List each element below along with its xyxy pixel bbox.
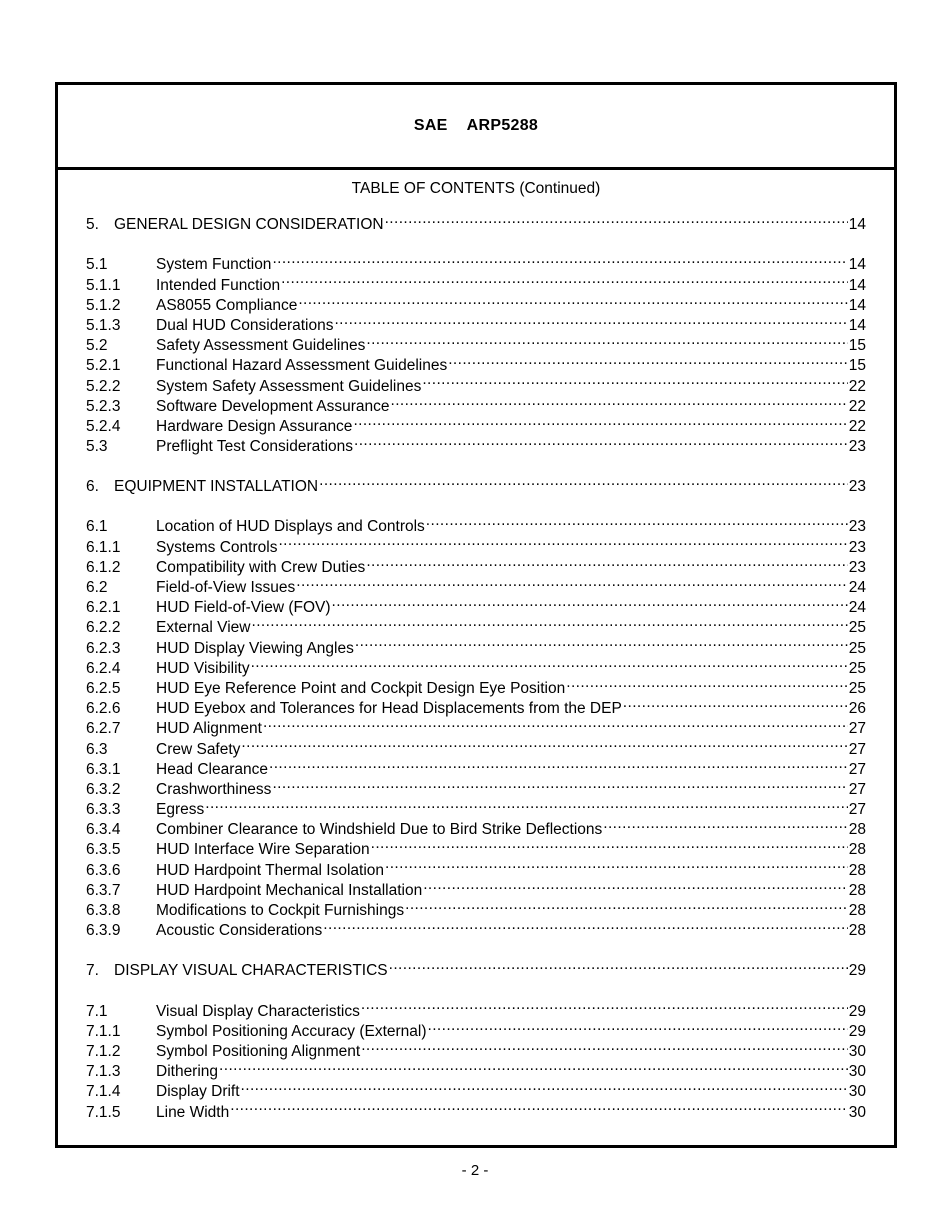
- toc-entry-title: Field-of-View Issues: [156, 579, 296, 596]
- toc-entry-page: 27: [848, 740, 866, 758]
- toc-dot-leader: [603, 814, 847, 834]
- toc-entry-page: 27: [848, 720, 866, 738]
- document-header: [58, 85, 894, 170]
- toc-entry-page: 15: [848, 337, 866, 355]
- toc-entry-title: Combiner Clearance to Windshield Due to Bird Strike Deflections: [156, 821, 603, 839]
- toc-dot-leader: [371, 834, 848, 854]
- toc-entry-title: Systems Controls: [156, 538, 278, 556]
- toc-entry-page: 14: [848, 316, 866, 334]
- toc-entry-number: 5.2.1: [86, 357, 121, 375]
- toc-entry-title: Preflight Test Considerations: [156, 438, 354, 456]
- toc-entry-number: 6.: [86, 478, 99, 496]
- toc-entry-number: 6.3: [86, 740, 108, 758]
- toc-dot-leader: [269, 754, 848, 774]
- toc-entry-number: 6.2.6: [86, 700, 121, 718]
- toc-entry-number: 6.3.5: [86, 841, 121, 859]
- toc-entry-page: 30: [848, 1063, 866, 1081]
- toc-entry-title: Safety Assessment Guidelines: [156, 337, 366, 355]
- toc-entry-title: Acoustic Considerations: [156, 922, 323, 940]
- toc-entry-title: Crew Safety: [156, 740, 241, 758]
- toc-dot-leader: [355, 632, 848, 652]
- toc-entry-page: 23: [848, 518, 866, 536]
- toc-dot-leader: [319, 471, 848, 491]
- toc-entry-page: 27: [848, 760, 866, 778]
- toc-dot-leader: [366, 552, 847, 572]
- toc-entry-number: 6.2.2: [86, 619, 121, 637]
- toc-entry-number: 7.1.3: [86, 1063, 121, 1081]
- toc-entry-number: 5.: [86, 216, 99, 234]
- toc-entry-page: 30: [848, 1083, 866, 1101]
- toc-dot-leader: [263, 713, 848, 733]
- toc-dot-leader: [281, 269, 848, 289]
- toc-entry-page: 28: [848, 902, 866, 919]
- toc-entry-number: 6.3.1: [86, 760, 121, 778]
- toc-entry-page: 30: [848, 1103, 866, 1121]
- toc-entry-title: HUD Field-of-View (FOV): [156, 599, 331, 617]
- toc-entry-title: System Safety Assessment Guidelines: [156, 377, 422, 395]
- toc-entry-title: Intended Function: [156, 276, 281, 294]
- toc-entry-title: Display Drift: [156, 1083, 240, 1101]
- toc-dot-leader: [272, 774, 847, 794]
- toc-entry-page: 14: [848, 276, 866, 294]
- toc-entry-number: 7.: [86, 962, 99, 980]
- toc-entry-title: Dual HUD Considerations: [156, 316, 334, 334]
- toc-entry-page: 25: [848, 679, 866, 697]
- header-doc-number: ARP5288: [466, 117, 539, 134]
- toc-entry-number: 6.3.7: [86, 881, 121, 899]
- toc-entry-number: 6.3.3: [86, 801, 121, 819]
- toc-entry-number: 7.1.1: [86, 1022, 121, 1040]
- toc-entry-page: 28: [848, 821, 866, 839]
- toc-entry-page: 25: [848, 659, 866, 677]
- toc-entry-title: Symbol Positioning Alignment: [156, 1042, 361, 1060]
- toc-entry-number: 6.3.2: [86, 780, 121, 798]
- toc-entry-number: 5.1: [86, 256, 108, 274]
- toc-entry-number: 7.1.2: [86, 1042, 121, 1060]
- toc-entry-number: 5.3: [86, 438, 108, 456]
- toc-entry-number: 6.1: [86, 518, 108, 536]
- toc-entry-title: Crashworthiness: [156, 780, 272, 798]
- toc-dot-leader: [426, 511, 848, 531]
- toc-dot-leader: [428, 1016, 848, 1036]
- toc-dot-leader: [219, 1056, 848, 1076]
- toc-entry: [86, 249, 866, 274]
- toc-entry-number: 6.1.2: [86, 558, 121, 576]
- toc-entry-page: 15: [848, 357, 866, 375]
- toc-entry-title: Visual Display Characteristics: [156, 1002, 360, 1020]
- toc-entry-page: 29: [848, 1022, 866, 1040]
- toc-entry-title: Egress: [156, 801, 205, 819]
- toc-entry-page: 28: [848, 922, 866, 940]
- toc-entry-page: 14: [848, 296, 866, 314]
- toc-dot-leader: [251, 612, 847, 632]
- toc-entry-number: 5.2.4: [86, 417, 121, 435]
- toc-entry-number: 6.2: [86, 579, 108, 596]
- table-of-contents: [86, 209, 866, 1121]
- document-frame: [55, 82, 897, 1148]
- toc-entry-title: HUD Visibility: [156, 659, 250, 677]
- toc-dot-leader: [296, 572, 847, 592]
- toc-entry-title: Modifications to Cockpit Furnishings: [156, 902, 405, 919]
- toc-dot-leader: [354, 431, 848, 451]
- toc-entry-title: Software Development Assurance: [156, 397, 390, 415]
- page-number: - 2 -: [461, 1162, 489, 1179]
- toc-dot-leader: [241, 1076, 848, 1096]
- toc-entry-number: 5.2.2: [86, 377, 121, 395]
- toc-entry-number: 5.1.2: [86, 296, 121, 314]
- toc-entry-page: 23: [848, 438, 866, 456]
- toc-dot-leader: [385, 209, 848, 229]
- toc-entry-title: Compatibility with Crew Duties: [156, 558, 366, 576]
- toc-entry-title: EQUIPMENT INSTALLATION: [114, 478, 319, 496]
- toc-entry-number: 6.2.1: [86, 599, 121, 617]
- toc-dot-leader: [390, 391, 847, 411]
- toc-entry-page: 14: [848, 256, 866, 274]
- toc-dot-leader: [448, 350, 848, 370]
- toc-entry-title: Line Width: [156, 1103, 230, 1121]
- toc-entry-title: DISPLAY VISUAL CHARACTERISTICS: [114, 962, 388, 980]
- toc-dot-leader: [332, 592, 848, 612]
- toc-dot-leader: [205, 794, 848, 814]
- toc-entry-page: 24: [848, 599, 866, 617]
- toc-entry-title: AS8055 Compliance: [156, 296, 298, 314]
- toc-entry-number: 5.1.3: [86, 316, 121, 334]
- toc-dot-leader: [422, 370, 847, 390]
- toc-entry-title: Head Clearance: [156, 760, 269, 778]
- toc-entry-page: 28: [848, 881, 866, 899]
- toc-dot-leader: [353, 411, 847, 431]
- toc-entry-title: Location of HUD Displays and Controls: [156, 518, 425, 536]
- toc-dot-leader: [241, 733, 847, 753]
- toc-entry-number: 6.1.1: [86, 538, 121, 556]
- toc-dot-leader: [278, 531, 847, 551]
- toc-entry-number: 5.2.3: [86, 397, 121, 415]
- toc-entry-page: 29: [848, 962, 866, 980]
- toc-entry-page: 23: [848, 538, 866, 556]
- toc-dot-leader: [251, 653, 848, 673]
- toc-entry: [86, 209, 866, 234]
- toc-entry-number: 7.1: [86, 1002, 108, 1020]
- toc-entry: [86, 511, 866, 536]
- toc-dot-leader: [334, 310, 847, 330]
- toc-entry-title: GENERAL DESIGN CONSIDERATION: [114, 216, 384, 234]
- toc-entry-title: HUD Interface Wire Separation: [156, 841, 370, 859]
- toc-entry-page: 23: [848, 558, 866, 576]
- toc-entry-number: 6.3.8: [86, 902, 121, 919]
- toc-dot-leader: [361, 995, 848, 1015]
- toc-entry-title: HUD Alignment: [156, 720, 262, 738]
- toc-entry-title: HUD Hardpoint Mechanical Installation: [156, 881, 423, 899]
- toc-entry-number: 6.2.4: [86, 659, 121, 677]
- toc-entry-page: 28: [848, 841, 866, 859]
- toc-entry: [86, 471, 866, 496]
- toc-dot-leader: [298, 290, 847, 310]
- header-org: SAE: [413, 117, 448, 134]
- toc-entry-number: 5.2: [86, 337, 108, 355]
- toc-entry-title: System Function: [156, 256, 272, 274]
- toc-dot-leader: [623, 693, 848, 713]
- toc-entry: [86, 995, 866, 1020]
- toc-entry-page: 27: [848, 801, 866, 819]
- toc-entry-number: 6.3.9: [86, 922, 121, 940]
- toc-entry-page: 22: [848, 417, 866, 435]
- toc-entry-title: HUD Hardpoint Thermal Isolation: [156, 861, 385, 879]
- toc-entry-page: 22: [848, 377, 866, 395]
- toc-entry-page: 24: [848, 579, 866, 596]
- toc-entry-title: HUD Eyebox and Tolerances for Head Displacements from the DEP: [156, 700, 622, 718]
- toc-dot-leader: [272, 249, 847, 269]
- toc-dot-leader: [389, 955, 848, 975]
- toc-dot-leader: [323, 915, 847, 935]
- toc-entry-number: 7.1.5: [86, 1103, 121, 1121]
- toc-entry-number: 7.1.4: [86, 1083, 121, 1101]
- toc-title: TABLE OF CONTENTS (Continued): [351, 180, 601, 197]
- toc-dot-leader: [566, 673, 848, 693]
- toc-entry-page: 26: [848, 700, 866, 718]
- toc-entry-page: 25: [848, 639, 866, 657]
- toc-entry-title: Dithering: [156, 1063, 219, 1081]
- toc-entry-title: HUD Eye Reference Point and Cockpit Design Eye Position: [156, 679, 566, 697]
- toc-entry-page: 14: [848, 216, 866, 234]
- toc-entry-number: 5.1.1: [86, 276, 121, 294]
- toc-entry-title: Symbol Positioning Accuracy (External): [156, 1022, 427, 1040]
- toc-entry-page: 28: [848, 861, 866, 879]
- toc-entry-title: HUD Display Viewing Angles: [156, 639, 354, 657]
- toc-entry-page: 23: [848, 478, 866, 496]
- toc-dot-leader: [385, 854, 848, 874]
- toc-entry-page: 25: [848, 619, 866, 637]
- toc-dot-leader: [423, 875, 848, 895]
- toc-dot-leader: [361, 1036, 848, 1056]
- toc-dot-leader: [230, 1096, 848, 1116]
- toc-entry: [86, 955, 866, 980]
- toc-entry-number: 6.3.6: [86, 861, 121, 879]
- toc-entry-page: 30: [848, 1042, 866, 1060]
- toc-entry-number: 6.3.4: [86, 821, 121, 839]
- toc-entry-number: 6.2.5: [86, 679, 121, 697]
- toc-entry-title: Hardware Design Assurance: [156, 417, 353, 435]
- toc-entry-page: 27: [848, 780, 866, 798]
- toc-dot-leader: [405, 895, 848, 915]
- toc-entry-title: External View: [156, 619, 251, 637]
- toc-entry-page: 22: [848, 397, 866, 415]
- toc-entry-title: Functional Hazard Assessment Guidelines: [156, 357, 448, 375]
- toc-entry-number: 6.2.7: [86, 720, 121, 738]
- toc-entry-page: 29: [848, 1002, 866, 1020]
- toc-entry-number: 6.2.3: [86, 639, 121, 657]
- toc-dot-leader: [366, 330, 847, 350]
